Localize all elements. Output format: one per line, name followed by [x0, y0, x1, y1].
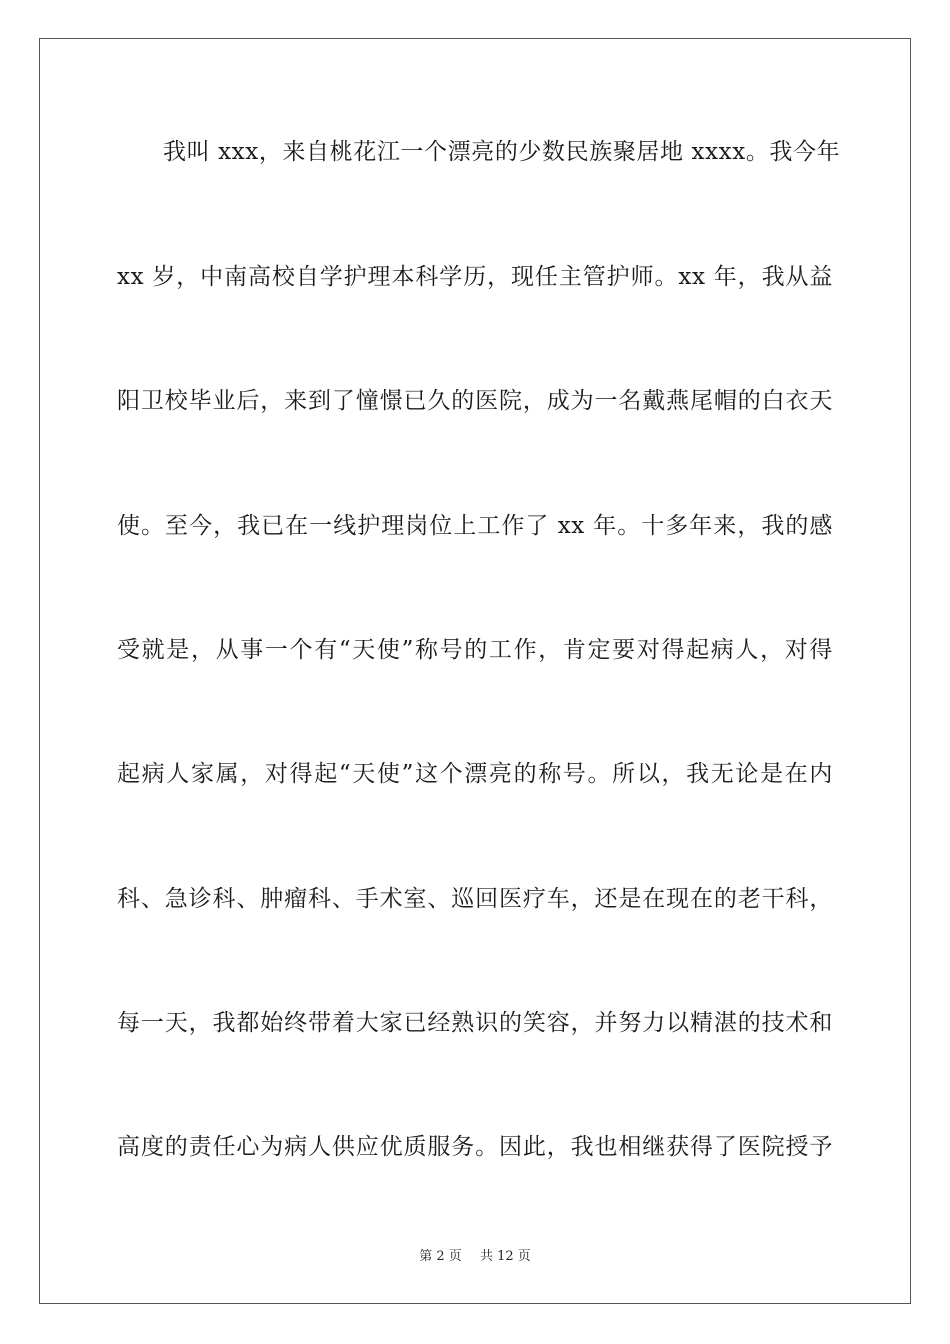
paragraph-line: 使。至今，我已在一线护理岗位上工作了 xx 年。十多年来，我的感 [117, 513, 833, 539]
page-footer [0, 1248, 950, 1266]
page-border [39, 38, 911, 1304]
paragraph-line: 阳卫校毕业后，来到了憧憬已久的医院，成为一名戴燕尾帽的白衣天 [117, 388, 833, 414]
paragraph-line: 每一天，我都始终带着大家已经熟识的笑容，并努力以精湛的技术和 [117, 1010, 833, 1036]
paragraph-line: xx 岁，中南高校自学护理本科学历，现任主管护师。xx 年，我从益 [117, 264, 833, 290]
paragraph-line: 受就是，从事一个有“天使”称号的工作，肯定要对得起病人，对得 [117, 637, 833, 663]
paragraph-line: 科、急诊科、肿瘤科、手术室、巡回医疗车，还是在现在的老干科， [117, 886, 833, 912]
page-number: 第 2 页 [419, 1249, 462, 1264]
paragraph-line: 我叫 xxx，来自桃花江一个漂亮的少数民族聚居地 xxxx。我今年 [163, 139, 841, 165]
paragraph-line: 起病人家属，对得起“天使”这个漂亮的称号。所以，我无论是在内 [117, 761, 833, 787]
paragraph-line: 高度的责任心为病人供应优质服务。因此，我也相继获得了医院授予 [117, 1134, 833, 1160]
page-total: 共 12 页 [479, 1249, 531, 1264]
